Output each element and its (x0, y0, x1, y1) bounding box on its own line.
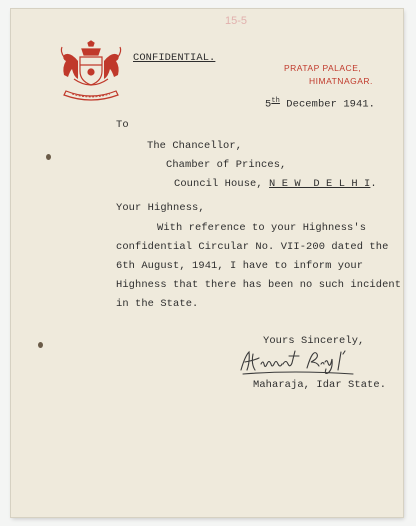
body-line-3: 6th August, 1941, I have to inform your (116, 260, 364, 272)
address-prefix: Council House, (174, 178, 270, 190)
salutation: Your Highness, (116, 202, 205, 214)
letter-date (265, 97, 375, 110)
letter-sheet (11, 9, 403, 517)
date-suffix: th (271, 97, 280, 105)
faint-stamp: 15-5 (225, 15, 248, 27)
body-line-4: Highness that there has been no such incident (116, 279, 402, 291)
address-city: N E W D E L H I (269, 178, 371, 190)
letterhead-place: HIMATNAGAR. (309, 76, 373, 86)
royal-crest-icon (54, 39, 128, 109)
address-suffix: . (370, 178, 377, 190)
punch-hole-mark (46, 154, 51, 160)
to-label: To (116, 119, 129, 131)
address-line-3 (174, 178, 377, 190)
letterhead-palace: PRATAP PALACE, (284, 63, 362, 73)
address-line-1: The Chancellor, (147, 140, 243, 152)
valediction: Yours Sincerely, (263, 335, 365, 347)
body-line-1: With reference to your Highness's (157, 222, 367, 234)
handwritten-signature (237, 344, 377, 380)
address-line-2: Chamber of Princes, (166, 159, 287, 171)
designation: Maharaja, Idar State. (253, 379, 387, 391)
punch-hole-mark (38, 342, 43, 348)
body-line-2: confidential Circular No. VII-200 dated the (116, 241, 389, 253)
date-month-year: December 1941. (286, 98, 375, 111)
body-line-5: in the State. (116, 298, 199, 310)
confidential-heading: CONFIDENTIAL. (133, 52, 216, 64)
date-day: 5 (265, 98, 272, 111)
